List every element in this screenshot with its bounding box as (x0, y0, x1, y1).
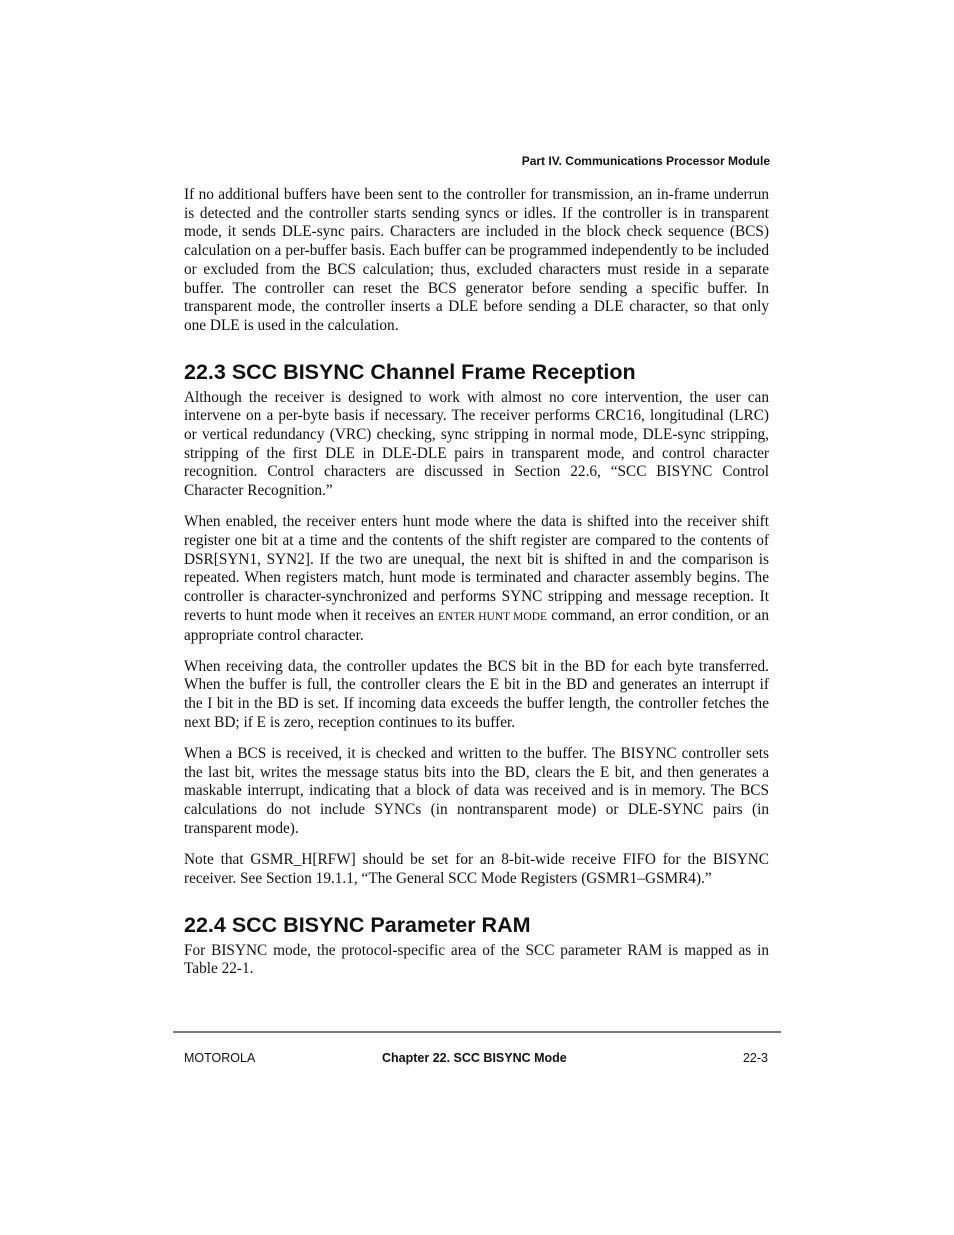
page-body (184, 186, 769, 979)
paragraph-22-4-1: For BISYNC mode, the protocol-specific area of the SCC parameter RAM is mapped as in Table 22-1. (184, 941, 769, 978)
footer-chapter-title: Chapter 22. SCC BISYNC Mode (382, 1051, 567, 1065)
footer-company: MOTOROLA (184, 1051, 256, 1065)
section-heading-22-3: 22.3 SCC BISYNC Channel Frame Reception (184, 359, 636, 384)
running-header: Part IV. Communications Processor Module (521, 154, 770, 168)
intro-paragraph: If no additional buffers have been sent to the controller for transmission, an in-frame underrun is detected and the controller starts sending syncs or idles. If the controller is in transparent mode, it sends DLE-sync pairs. Characters are included in the block check sequence (BCS) calculation on a per-buffer basis. Each buffer can be programmed independently to be included or excluded from the BCS calculation; thus, excluded characters must reside in a separate buffer. The controller can reset the BCS generator before sending a specific buffer. In transparent mode, the controller inserts a DLE before sending a DLE character, so that only one DLE is used in the calculation. (184, 186, 769, 334)
paragraph-22-3-2-text-a: When enabled, the receiver enters hunt mode where the data is shifted into the receiver shift register one bit at a time and the contents of the shift register are compared to the contents of DSR[SYN1, SYN2]. If the two are unequal, the next bit is shifted in and the comparison is repeated. When registers match, hunt mode is terminated and character assembly begins. The controller is character-synchronized and performs SYNC stripping and message reception. It reverts to hunt mode when it receives an (184, 513, 769, 624)
section-heading-22-4: 22.4 SCC BISYNC Parameter RAM (184, 912, 531, 937)
paragraph-22-3-4: When a BCS is received, it is checked and written to the buffer. The BISYNC controller sets the last bit, writes the message status bits into the BD, clears the E bit, and then generates a maskable interrupt, indicating that a block of data was received and is in memory. The BCS calculations do not include SYNCs (in nontransparent mode) or DLE-SYNC pairs (in transparent mode). (184, 745, 769, 837)
enter-hunt-mode-command: ENTER HUNT MODE (438, 610, 548, 623)
paragraph-22-3-5: Note that GSMR_H[RFW] should be set for an 8-bit-wide receive FIFO for the BISYNC receiver. See Section 19.1.1, “The General SCC Mode Registers (GSMR1–GSMR4).” (184, 851, 769, 887)
paragraph-22-3-1: Although the receiver is designed to work with almost no core intervention, the user can intervene on a per-byte basis if necessary. The receiver performs CRC16, longitudinal (LRC) or vertical redundancy (VRC) checking, sync stripping in normal mode, DLE-sync stripping, stripping of the first DLE in DLE-DLE pairs in transparent mode, and control character recognition. Control characters are discussed in Section 22.6, “SCC BISYNC Control Character Recognition.” (184, 388, 769, 500)
footer-page-number: 22-3 (742, 1051, 768, 1065)
footer-divider (173, 1031, 781, 1033)
paragraph-22-3-2 (184, 513, 769, 645)
paragraph-22-3-3: When receiving data, the controller updates the BCS bit in the BD for each byte transferred. When the buffer is full, the controller clears the E bit in the BD and generates an interrupt if the I bit in the BD is set. If incoming data exceeds the buffer length, the controller fetches the next BD; if E is zero, reception continues to its buffer. (184, 657, 769, 731)
paragraph-22-3-2-text-b: command, an error condition, or an appropriate control character. (184, 606, 769, 644)
